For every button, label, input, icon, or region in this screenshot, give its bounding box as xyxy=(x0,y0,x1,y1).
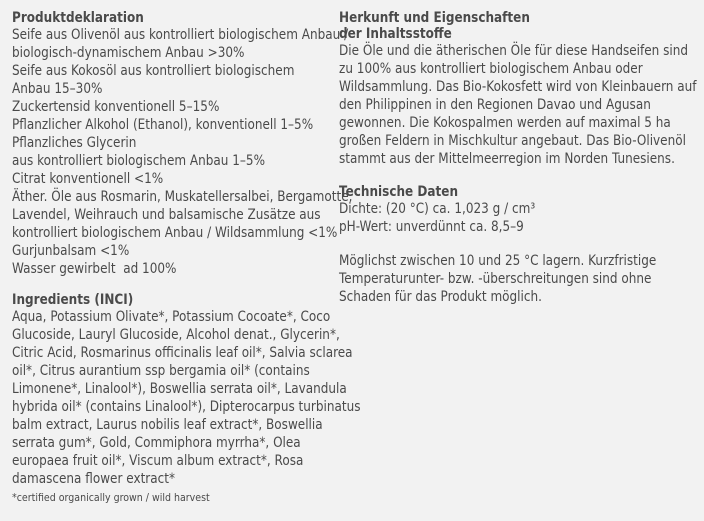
ingredients-line: Citric Acid, Rosmarinus officinalis leaf oil*, Salvia sclarea xyxy=(12,345,353,361)
ingredients-line: serrata gum*, Gold, Commiphora myrrha*, Olea xyxy=(12,435,301,451)
ingredients-footnote: *certified organically grown / wild harvest xyxy=(12,491,210,504)
ph-value: pH-Wert: unverdünnt ca. 8,5–9 xyxy=(339,219,524,235)
right-column-content xyxy=(339,10,699,306)
ingredients-heading: Ingredients (INCI) xyxy=(12,292,134,308)
technical-data-heading: Technische Daten xyxy=(339,184,459,200)
declaration-line: Zuckertensid konventionell 5–15% xyxy=(12,99,220,115)
declaration-line: Seife aus Olivenöl aus kontrolliert biologischem Anbau / xyxy=(12,27,349,43)
origin-heading: Herkunft und Eigenschaften der Inhaltsstoffe xyxy=(339,10,530,42)
declaration-line: Pflanzliches Glycerin xyxy=(12,135,137,151)
declaration-line: Lavendel, Weihrauch und balsamische Zusätze aus xyxy=(12,207,321,223)
ingredients-line: Limonene*, Linalool*), Boswellia serrata oil*, Lavandula xyxy=(12,381,347,397)
ingredients-line: damascena flower extract* xyxy=(12,471,175,487)
declaration-line: Pflanzlicher Alkohol (Ethanol), konventionell 1–5% xyxy=(12,117,314,133)
declaration-line: Äther. Öle aus Rosmarin, Muskatellersalbei, Bergamotte, xyxy=(12,189,353,205)
declaration-line: Gurjunbalsam <1% xyxy=(12,243,130,259)
product-declaration-heading: Produktdeklaration xyxy=(12,10,144,26)
declaration-line: Wasser gewirbelt ad 100% xyxy=(12,261,177,277)
left-column xyxy=(12,10,361,505)
ingredients-line: balm extract, Laurus nobilis leaf extract*, Boswellia xyxy=(12,417,323,433)
ingredients-line: oil*, Citrus aurantium ssp bergamia oil* (contains xyxy=(12,363,310,379)
declaration-line: Citrat konventionell <1% xyxy=(12,171,164,187)
storage-note: Möglichst zwischen 10 und 25 °C lagern. Kurzfristige Temperaturunter- bzw. -überschreitungen sind ohne Schaden für das Produkt möglich. xyxy=(339,253,657,305)
ingredients-line: Aqua, Potassium Olivate*, Potassium Cocoate*, Coco xyxy=(12,309,331,325)
declaration-line: aus kontrolliert biologischem Anbau 1–5% xyxy=(12,153,266,169)
right-column xyxy=(339,10,699,306)
left-column-content xyxy=(12,10,361,505)
declaration-line: Anbau 15–30% xyxy=(12,81,103,97)
declaration-line: kontrolliert biologischem Anbau / Wildsammlung <1% xyxy=(12,225,338,241)
declaration-line: biologisch-dynamischem Anbau >30% xyxy=(12,45,245,61)
ingredients-list xyxy=(12,308,361,488)
ingredients-line: Glucoside, Lauryl Glucoside, Alcohol denat., Glycerin*, xyxy=(12,327,340,343)
ingredients-line: hybrida oil* (contains Linalool*), Dipterocarpus turbinatus xyxy=(12,399,361,415)
density-value: Dichte: (20 °C) ca. 1,023 g / cm³ xyxy=(339,201,536,217)
ingredients-line: europaea fruit oil*, Viscum album extract*, Rosa xyxy=(12,453,304,469)
declaration-line: Seife aus Kokosöl aus kontrolliert biologischem xyxy=(12,63,295,79)
origin-text: Die Öle und die ätherischen Öle für diese Handseifen sind zu 100% aus kontrolliert biologischem Anbau oder Wildsammlung. Das Bio-Kokosfett wird von Kleinbauern auf den Philippinen in den Regionen Davao und Agusan gewonnen. Die Kokospalmen werden auf maximal 5 ha großen Feldern in Mischkultur angebaut. Das Bio-Olivenöl stammt aus der Mittelmeerregion im Norden Tunesiens. xyxy=(339,43,697,167)
product-declaration-list xyxy=(12,26,353,278)
